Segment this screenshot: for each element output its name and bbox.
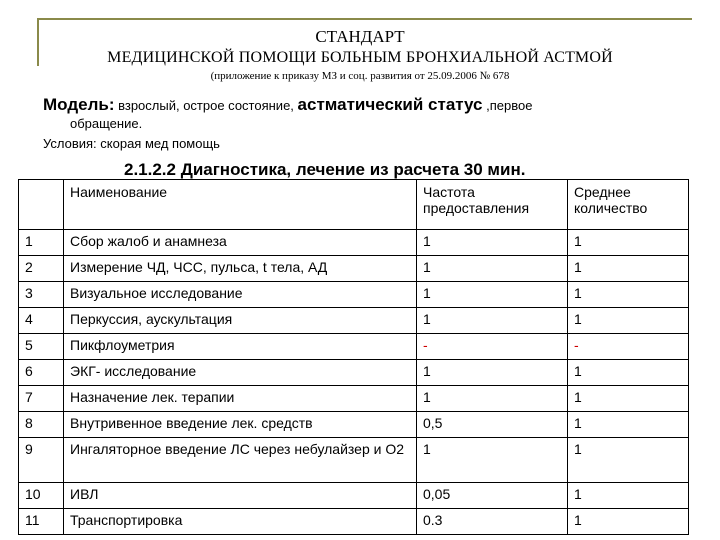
- table-row: [19, 282, 689, 308]
- row-frequency: 1: [417, 282, 568, 308]
- row-name: Назначение лек. терапии: [64, 386, 417, 412]
- row-name: Визуальное исследование: [64, 282, 417, 308]
- row-frequency: 1: [417, 386, 568, 412]
- model-tail: ,первое: [482, 98, 533, 113]
- row-name: ИВЛ: [64, 483, 417, 509]
- row-quantity: 1: [568, 256, 689, 282]
- header-cell-name: Наименование: [64, 180, 417, 230]
- row-quantity: 1: [568, 308, 689, 334]
- table-row: [19, 386, 689, 412]
- row-number: 6: [19, 360, 64, 386]
- row-number: 7: [19, 386, 64, 412]
- row-quantity: -: [568, 334, 689, 360]
- header-cell-quantity: Среднее количество: [568, 180, 689, 230]
- row-number: 3: [19, 282, 64, 308]
- row-quantity: 1: [568, 483, 689, 509]
- row-frequency: 1: [417, 438, 568, 483]
- title-line2: МЕДИЦИНСКОЙ ПОМОЩИ БОЛЬНЫМ БРОНХИАЛЬНОЙ АСТМОЙ: [107, 49, 613, 66]
- table-row: [19, 308, 689, 334]
- row-quantity: 1: [568, 360, 689, 386]
- row-frequency: 0,05: [417, 483, 568, 509]
- row-name: Внутривенное введение лек. средств: [64, 412, 417, 438]
- section-heading: 2.1.2.2 Диагностика, лечение из расчета 30 мин.: [124, 160, 526, 179]
- row-name: Перкуссия, аускультация: [64, 308, 417, 334]
- conditions: Условия: скорая мед помощь: [43, 136, 220, 151]
- row-quantity: 1: [568, 386, 689, 412]
- header-cell-frequency: Частота предоставления: [417, 180, 568, 230]
- row-number: 4: [19, 308, 64, 334]
- row-frequency: 1: [417, 256, 568, 282]
- row-name: Измерение ЧД, ЧСС, пульса, t тела, АД: [64, 256, 417, 282]
- table-row: [19, 360, 689, 386]
- row-name: Транспортировка: [64, 509, 417, 535]
- row-number: 10: [19, 483, 64, 509]
- row-number: 1: [19, 230, 64, 256]
- table-row: [19, 483, 689, 509]
- row-quantity: 1: [568, 509, 689, 535]
- row-name: Сбор жалоб и анамнеза: [64, 230, 417, 256]
- row-number: 2: [19, 256, 64, 282]
- row-frequency: 0.3: [417, 509, 568, 535]
- row-number: 9: [19, 438, 64, 483]
- model-block: [43, 96, 683, 133]
- row-quantity: 1: [568, 412, 689, 438]
- frame-corner-horizontal: [37, 18, 692, 20]
- row-number: 8: [19, 412, 64, 438]
- table-row: [19, 509, 689, 535]
- table-row: [19, 256, 689, 282]
- title-line1: СТАНДАРТ: [315, 27, 405, 46]
- services-table: [18, 179, 689, 535]
- header-cell-number: [19, 180, 64, 230]
- table-row: [19, 438, 689, 483]
- row-quantity: 1: [568, 230, 689, 256]
- row-name: Ингаляторное введение ЛС через небулайзер и О2: [64, 438, 417, 483]
- row-frequency: 1: [417, 308, 568, 334]
- table-row: [19, 412, 689, 438]
- row-frequency: 1: [417, 360, 568, 386]
- table-row: [19, 334, 689, 360]
- row-name: Пикфлоуметрия: [64, 334, 417, 360]
- row-quantity: 1: [568, 438, 689, 483]
- model-status: астматический статус: [297, 95, 483, 114]
- model-line2: обращение.: [70, 116, 143, 131]
- row-number: 11: [19, 509, 64, 535]
- row-frequency: 0,5: [417, 412, 568, 438]
- model-desc: взрослый, острое состояние,: [114, 98, 298, 113]
- row-quantity: 1: [568, 282, 689, 308]
- table-row: [19, 230, 689, 256]
- row-number: 5: [19, 334, 64, 360]
- table-header-row: [19, 180, 689, 230]
- model-label: Модель:: [43, 95, 115, 114]
- row-name: ЭКГ- исследование: [64, 360, 417, 386]
- subtitle: (приложение к приказу МЗ и соц. развития от 25.09.2006 № 678: [210, 70, 510, 82]
- row-frequency: 1: [417, 230, 568, 256]
- row-frequency: -: [417, 334, 568, 360]
